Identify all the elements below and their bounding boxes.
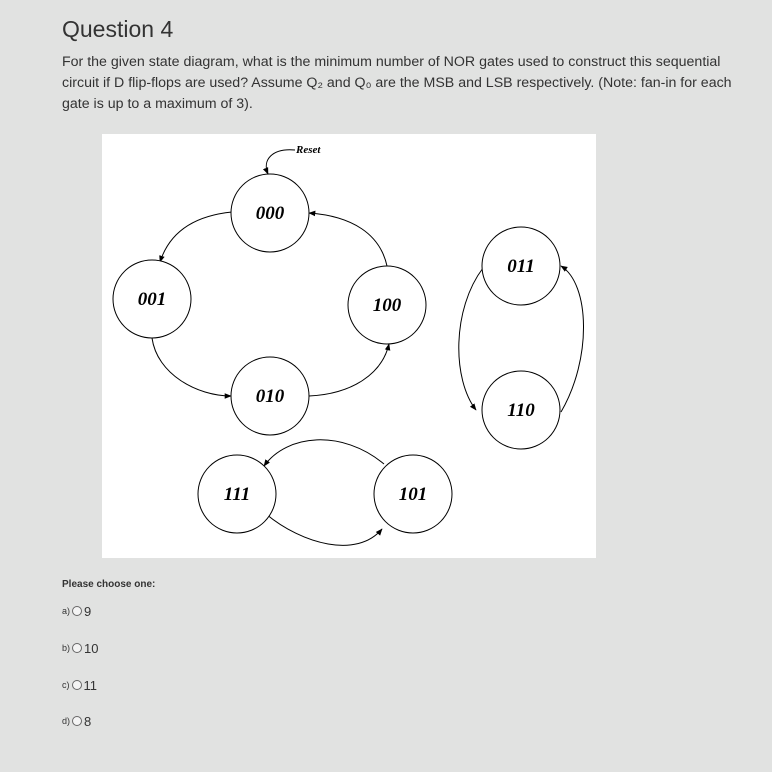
svg-text:001: 001: [137, 289, 167, 310]
edge-110-011: [561, 266, 584, 412]
svg-text:010: 010: [255, 386, 285, 407]
reset-arrow: [266, 150, 295, 174]
svg-text:011: 011: [507, 256, 535, 277]
svg-text:111: 111: [223, 484, 251, 505]
option-b-radio[interactable]: [72, 643, 82, 653]
svg-text:101: 101: [398, 484, 428, 505]
option-d-radio[interactable]: [72, 716, 82, 726]
option-a-letter: a): [62, 606, 71, 616]
edge-000-001: [160, 212, 232, 262]
question-text: For the given state diagram, what is the minimum number of NOR gates used to construct this sequential circuit if D flip-flops are used? Assume Q₂ and Q₀ are the MSB and LSB respectively. (Note: fan-in for each gate is up to a maximum of 3).: [62, 54, 732, 112]
state-diagram: [102, 134, 596, 558]
state-001: [113, 260, 191, 338]
svg-text:000: 000: [255, 203, 285, 224]
option-c-label[interactable]: 11: [83, 677, 97, 693]
option-a-radio[interactable]: [72, 606, 82, 616]
state-100: [348, 266, 426, 344]
option-a-label[interactable]: 9: [84, 603, 92, 619]
state-110: [482, 371, 560, 449]
choose-prompt: Please choose one:: [62, 579, 156, 590]
state-011: [482, 227, 560, 305]
state-010: [231, 357, 309, 435]
option-b[interactable]: [62, 640, 98, 656]
question-title: Question 4: [62, 16, 174, 42]
option-c-radio[interactable]: [72, 680, 82, 690]
option-c-letter: c): [62, 680, 70, 690]
option-b-letter: b): [62, 643, 71, 653]
option-d-letter: d): [62, 716, 71, 726]
option-a[interactable]: [62, 603, 91, 619]
option-d-label[interactable]: 8: [84, 713, 92, 729]
state-000: [231, 174, 309, 252]
option-d[interactable]: [62, 713, 91, 729]
edge-001-010: [152, 338, 231, 396]
option-c[interactable]: [62, 677, 97, 693]
edge-011-110: [459, 268, 483, 410]
edge-010-100: [309, 344, 389, 396]
option-b-label[interactable]: 10: [84, 640, 99, 656]
edge-100-000: [309, 213, 387, 266]
reset-label: Reset: [296, 144, 321, 156]
edge-101-111: [264, 440, 384, 466]
edge-111-101: [266, 514, 382, 545]
state-101: [374, 455, 452, 533]
state-111: [198, 455, 276, 533]
svg-text:100: 100: [372, 295, 402, 316]
svg-text:110: 110: [507, 400, 535, 421]
